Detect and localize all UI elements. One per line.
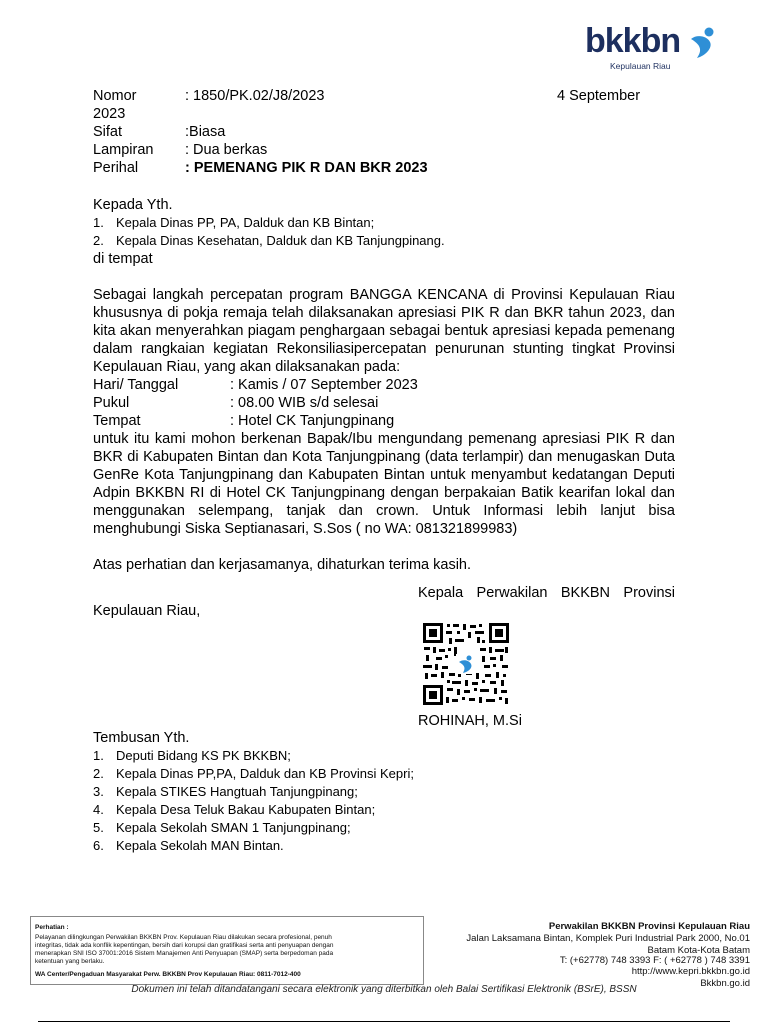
bsre-signature-note: Dokumen ini telah ditandatangani secara elektronik yang diterbitkan oleh Balai Sertifikasi Elektronik (BSrE), BSSN xyxy=(131,984,637,995)
notice-line: menerapkan SNI ISO 37001:2016 Sistem Manajemen Anti Penyuapan (SMAP) serta berpedoman pada xyxy=(35,950,334,957)
bkkbn-logo xyxy=(585,18,725,76)
wa-center-line: WA Center/Pengaduan Masyarakat Perw. BKKBN Prov Kepulauan Riau: 0811-7012-400 xyxy=(35,971,301,978)
date-line-2: 2023 xyxy=(93,106,126,122)
sifat-label: Sifat xyxy=(93,124,123,140)
signatory-name: ROHINAH, M.Si xyxy=(418,713,522,729)
lampiran-value: : Dua berkas xyxy=(185,142,268,158)
cc-list xyxy=(93,747,414,855)
office-address-1: Jalan Laksamana Bintan, Komplek Puri Industrial Park 2000, No.01 xyxy=(466,933,750,944)
office-address-2: Batam Kota-Kota Batam xyxy=(647,945,750,956)
sifat-value: :Biasa xyxy=(185,124,226,140)
signatory-title-cont: Kepulauan Riau, xyxy=(93,603,201,619)
recipient-greeting: Kepada Yth. xyxy=(93,197,173,213)
logo-subtitle: Kepulauan Riau xyxy=(610,61,671,71)
event-label-time: Pukul xyxy=(93,395,130,411)
lampiran-label: Lampiran xyxy=(93,142,154,158)
list-item: 1. Deputi Bidang KS PK BKKBN; xyxy=(93,748,291,763)
event-label-place: Tempat xyxy=(93,413,141,429)
list-item: 6. Kepala Sekolah MAN Bintan. xyxy=(93,838,284,853)
footer-divider xyxy=(38,1021,730,1022)
integrity-notice-box xyxy=(30,916,424,985)
event-label-date: Hari/ Tanggal xyxy=(93,377,179,393)
logo-wordmark: bkkbn xyxy=(585,22,681,60)
perihal-label: Perihal xyxy=(93,160,139,176)
list-item: 2. Kepala Dinas Kesehatan, Dalduk dan KB Tanjungpinang. xyxy=(93,233,445,248)
signature-qr-code xyxy=(422,622,510,706)
list-item: 1. Kepala Dinas PP, PA, Dalduk dan KB Bintan; xyxy=(93,215,375,230)
event-value-place: : Hotel CK Tanjungpinang xyxy=(230,413,395,429)
date-line-1: 4 September xyxy=(557,88,641,104)
notice-line: integritas, tidak ada konflik kepentingan, bersih dari korupsi dan gratifikasi serta anti penyuapan dengan xyxy=(35,942,334,949)
perihal-value: : PEMENANG PIK R DAN BKR 2023 xyxy=(185,160,428,176)
body-paragraph-1: Sebagai langkah percepatan program BANGGA KENCANA di Provinsi Kepulauan Riau khususnya di pokja remaja telah dilaksanakan apresiasi PIK R dan BKR tahun 2023, dan kita akan menyerahkan piagam penghargaan sebagai bentuk apresiasi kepada pemenang dalam rangkaian kegiatan Rekonsiliasipercepatan penurunan stunting tingkat Provinsi Kepulauan Riau, yang akan dilaksanakan pada: xyxy=(93,287,675,375)
cc-heading: Tembusan Yth. xyxy=(93,730,190,746)
notice-line: ketentuan yang berlaku. xyxy=(35,958,105,965)
nomor-label: Nomor xyxy=(93,88,137,104)
bkkbn-heart-icon xyxy=(685,26,719,60)
office-name: Perwakilan BKKBN Provinsi Kepulauan Riau xyxy=(548,921,750,932)
list-item: 2. Kepala Dinas PP,PA, Dalduk dan KB Provinsi Kepri; xyxy=(93,766,414,781)
recipient-place: di tempat xyxy=(93,251,153,267)
closing-line: Atas perhatian dan kerjasamanya, dihaturkan terima kasih. xyxy=(93,557,472,573)
signatory-title: Kepala Perwakilan BKKBN Provinsi xyxy=(418,585,675,601)
event-value-time: : 08.00 WIB s/d selesai xyxy=(230,395,379,411)
list-item: 3. Kepala STIKES Hangtuah Tanjungpinang; xyxy=(93,784,358,799)
list-item: 5. Kepala Sekolah SMAN 1 Tanjungpinang; xyxy=(93,820,351,835)
nomor-value: : 1850/PK.02/J8/2023 xyxy=(185,88,325,104)
notice-title: Perhatian : xyxy=(35,924,69,931)
event-value-date: : Kamis / 07 September 2023 xyxy=(230,377,418,393)
office-website-2[interactable]: Bkkbn.go.id xyxy=(700,978,750,989)
office-phone: T: (+62778) 748 3393 F: ( +62778 ) 748 3391 xyxy=(559,955,750,966)
recipient-list xyxy=(93,214,445,250)
notice-line: Pelayanan dilingkungan Perwakilan BKKBN Prov. Kepulauan Riau dilakukan secara profesional, penuh xyxy=(35,934,332,941)
body-paragraph-2: untuk itu kami mohon berkenan Bapak/Ibu mengundang pemenang apresiasi PIK R dan BKR di Kabupaten Bintan dan Kota Tanjungpinang (data terlampir) dan menugaskan Duta GenRe Kota Tanjungpinang dan Kabupaten Bintan untuk menyambut kedatangan Deputi Adpin BKKBN RI di Hotel CK Tanjungpinang dengan berpakaian Batik kearifan lokal dan menggunakan selempang, tanjak dan crown. Untuk Informasi lebih lanjut bisa menghubungi Siska Septianasari, S.Sos ( no WA: 081321899983) xyxy=(93,431,675,537)
office-website[interactable]: http://www.kepri.bkkbn.go.id xyxy=(631,966,750,977)
list-item: 4. Kepala Desa Teluk Bakau Kabupaten Bintan; xyxy=(93,802,376,817)
